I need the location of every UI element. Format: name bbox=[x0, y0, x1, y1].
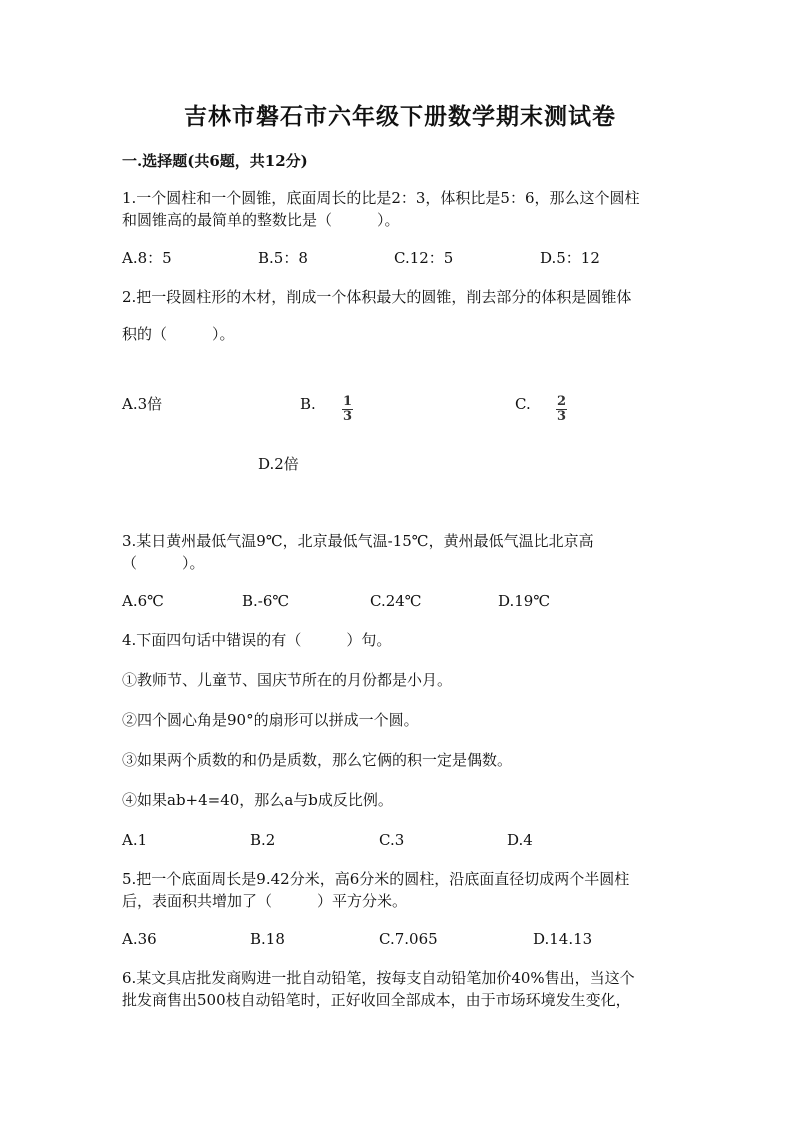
question-1-option-d[interactable]: D.5：12 bbox=[540, 249, 600, 267]
question-3-line-1: 3.某日黄州最低气温9℃，北京最低气温-15℃，黄州最低气温比北京高 bbox=[122, 532, 594, 550]
question-6-line-1: 6.某文具店批发商购进一批自动铅笔，按每支自动铅笔加价40%售出，当这个 bbox=[122, 969, 635, 987]
question-2-option-b[interactable] bbox=[300, 393, 316, 415]
question-4-option-d[interactable]: D.4 bbox=[507, 831, 533, 849]
question-1-line-2: 和圆锥高的最简单的整数比是（ ）。 bbox=[122, 211, 400, 229]
question-3-line-2: （ ）。 bbox=[122, 554, 205, 572]
question-2-option-c[interactable] bbox=[515, 393, 531, 415]
question-5-option-c[interactable]: C.7.065 bbox=[379, 930, 438, 948]
question-2-option-b-fraction bbox=[342, 390, 353, 424]
question-6-line-2: 批发商售出500枝自动铅笔时，正好收回全部成本，由于市场环境发生变化， bbox=[122, 991, 631, 1009]
fraction-denominator: 3 bbox=[557, 409, 567, 424]
question-4-statement-4: ④如果ab+4=40，那么a与b成反比例。 bbox=[122, 791, 393, 809]
question-4-option-a[interactable]: A.1 bbox=[122, 831, 148, 849]
question-3-option-a[interactable]: A.6℃ bbox=[122, 592, 164, 610]
question-4-statement-1: ①教师节、儿童节、国庆节所在的月份都是小月。 bbox=[122, 671, 453, 689]
section-heading: 一.选择题(共6题，共12分) bbox=[122, 152, 308, 170]
fraction-denominator: 3 bbox=[343, 409, 353, 424]
question-2-option-c-label: C. bbox=[515, 395, 531, 413]
question-1-option-a[interactable]: A.8：5 bbox=[122, 249, 172, 267]
question-4-option-b[interactable]: B.2 bbox=[250, 831, 276, 849]
question-5-option-a[interactable]: A.36 bbox=[122, 930, 157, 948]
fraction-numerator: 2 bbox=[557, 394, 567, 409]
question-3-option-d[interactable]: D.19℃ bbox=[498, 592, 551, 610]
question-2-line-1: 2.把一段圆柱形的木材，削成一个体积最大的圆锥，削去部分的体积是圆锥体 bbox=[122, 288, 632, 306]
question-2-option-c-fraction bbox=[556, 390, 567, 424]
question-2-option-a[interactable]: A.3倍 bbox=[122, 395, 163, 413]
question-1-option-b[interactable]: B.5：8 bbox=[258, 249, 308, 267]
question-5-option-d[interactable]: D.14.13 bbox=[533, 930, 593, 948]
question-2-option-d[interactable]: D.2倍 bbox=[258, 455, 299, 473]
question-4-statement-3: ③如果两个质数的和仍是质数，那么它俩的积一定是偶数。 bbox=[122, 751, 513, 769]
question-5-line-2: 后，表面积共增加了（ ）平方分米。 bbox=[122, 892, 408, 910]
question-2-line-2: 积的（ ）。 bbox=[122, 325, 235, 343]
question-5-option-b[interactable]: B.18 bbox=[250, 930, 285, 948]
question-3-option-c[interactable]: C.24℃ bbox=[370, 592, 422, 610]
question-1-option-c[interactable]: C.12：5 bbox=[394, 249, 454, 267]
page-title: 吉林市磐石市六年级下册数学期末测试卷 bbox=[184, 103, 616, 130]
question-4-option-c[interactable]: C.3 bbox=[379, 831, 405, 849]
question-5-line-1: 5.把一个底面周长是9.42分米，高6分米的圆柱，沿底面直径切成两个半圆柱 bbox=[122, 870, 630, 888]
question-4-statement-2: ②四个圆心角是90°的扇形可以拼成一个圆。 bbox=[122, 711, 419, 729]
question-3-option-b[interactable]: B.-6℃ bbox=[242, 592, 290, 610]
question-1-line-1: 1.一个圆柱和一个圆锥，底面周长的比是2：3，体积比是5：6，那么这个圆柱 bbox=[122, 189, 640, 207]
question-4-line-1: 4.下面四句话中错误的有（ ）句。 bbox=[122, 631, 392, 649]
fraction-numerator: 1 bbox=[343, 394, 353, 409]
question-2-option-b-label: B. bbox=[300, 395, 316, 413]
